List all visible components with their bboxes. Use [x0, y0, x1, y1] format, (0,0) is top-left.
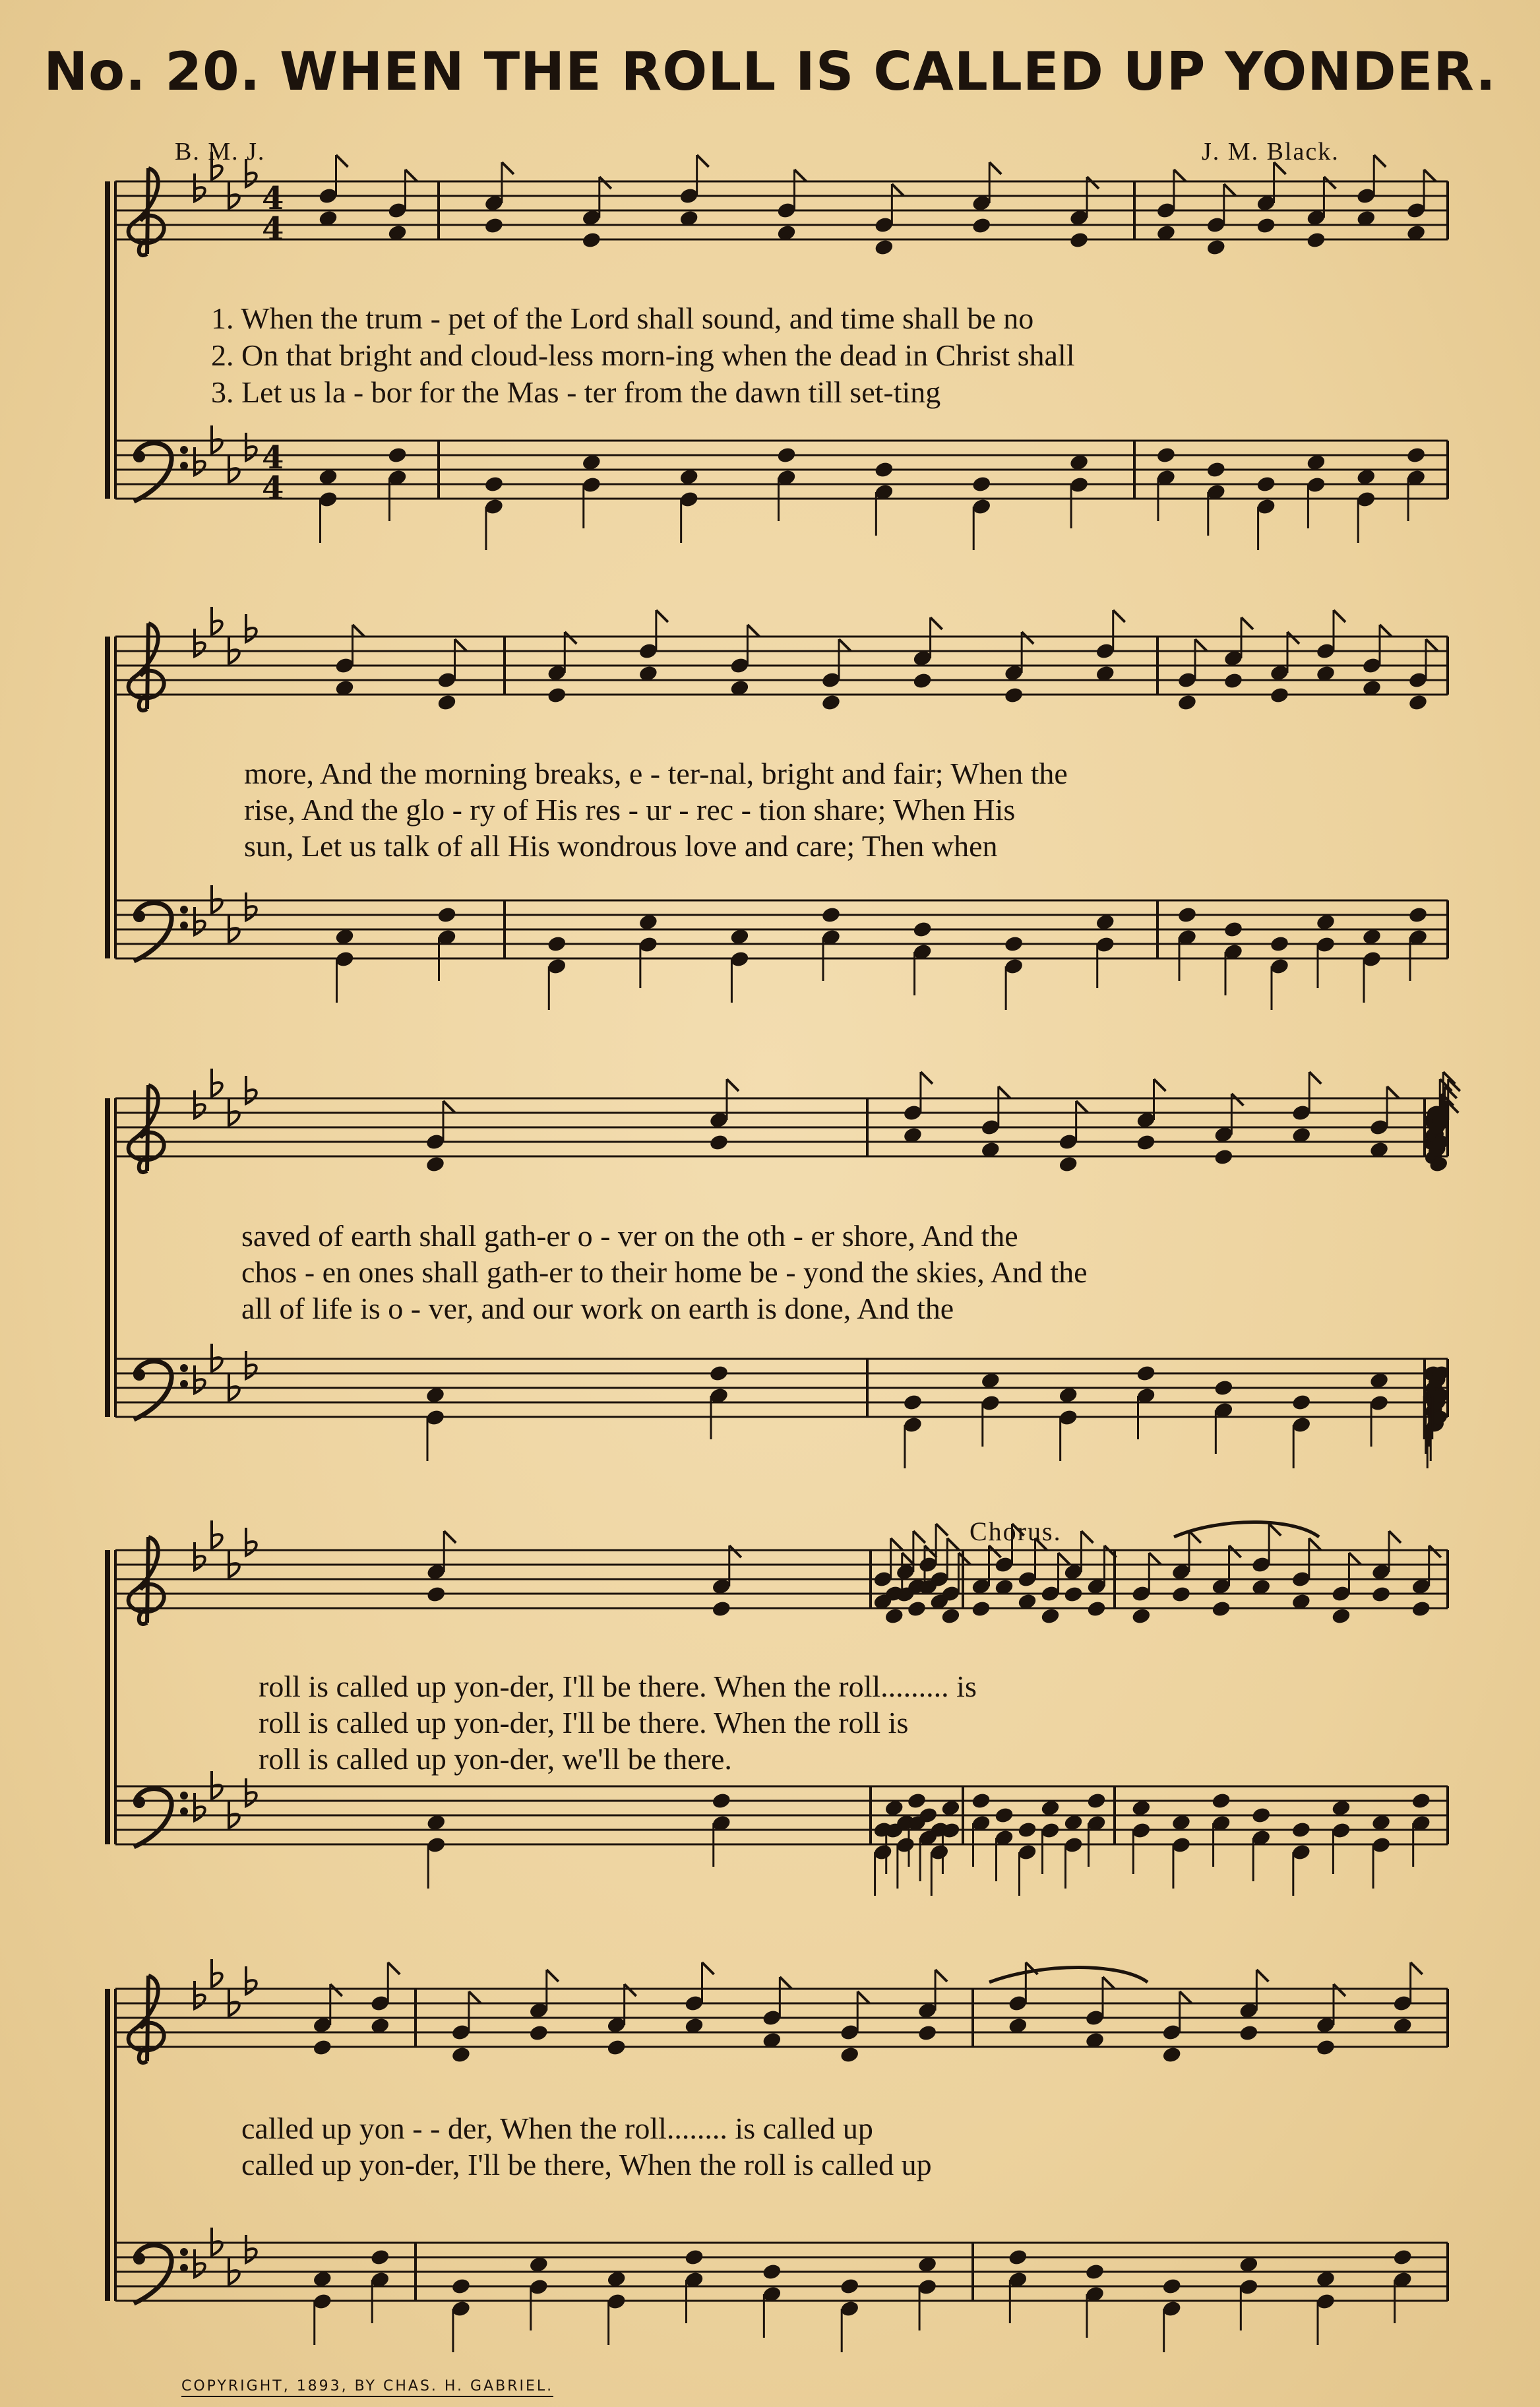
treble-note-flag: [936, 1524, 948, 1536]
treble-note-flag: [1174, 170, 1186, 181]
flat-sign: [246, 2235, 257, 2263]
treble-note-flag: [902, 1553, 914, 1565]
treble-note-flag: [999, 1086, 1010, 1098]
flat-sign: [195, 173, 205, 201]
bass-clef-dot: [180, 462, 188, 470]
bass-note-head: [1392, 2248, 1413, 2266]
chorus-label: Chorus.: [970, 1516, 1062, 1546]
bass-note-head: [1177, 906, 1197, 924]
treble-note-head: [606, 2038, 627, 2057]
treble-note-flag: [1076, 1101, 1088, 1113]
treble-note-flag: [1429, 1546, 1441, 1557]
treble-note-head: [1136, 1133, 1156, 1152]
bass-note-head: [387, 446, 408, 464]
treble-note-head: [1131, 1607, 1152, 1625]
tie-arc: [989, 1968, 1148, 1983]
treble-note-flag: [1426, 639, 1438, 651]
treble-note-flag: [1269, 1524, 1281, 1536]
treble-note-flag: [1349, 1553, 1361, 1565]
lyric-line: roll is called up yon-der, I'll be there. When the roll......... is: [259, 1670, 977, 1703]
bass-note-head: [547, 935, 567, 953]
treble-note-flag: [1082, 1531, 1093, 1543]
treble-note-flag: [1189, 1531, 1201, 1543]
treble-note-head: [940, 1607, 961, 1625]
treble-note-head: [483, 216, 504, 235]
lyric-line: roll is called up yon-der, I'll be there. When the roll is: [259, 1706, 909, 1739]
copyright-notice: COPYRIGHT, 1893, BY CHAS. H. GABRIEL.: [181, 2378, 553, 2397]
flat-sign: [229, 1098, 239, 1125]
flat-sign: [212, 425, 222, 453]
time-signature-top: 4: [262, 439, 284, 476]
flat-sign: [212, 1771, 222, 1799]
treble-note-flag: [1334, 610, 1345, 622]
time-signature-bottom: 4: [262, 470, 284, 507]
lyric-line: 2. On that bright and cloud-less morn-ing when the dead in Christ shall: [211, 338, 1075, 372]
bass-note-head: [483, 475, 504, 493]
treble-note-head: [971, 216, 992, 235]
treble-note-flag: [931, 617, 942, 629]
flat-sign: [212, 1520, 222, 1548]
treble-note-head: [437, 693, 457, 712]
treble-note-flag: [697, 155, 709, 167]
treble-note-flag: [1149, 1553, 1161, 1565]
treble-note-flag: [1035, 1538, 1047, 1550]
treble-note-head: [1371, 1585, 1391, 1604]
flat-sign: [246, 614, 257, 642]
bass-note-head: [1405, 446, 1426, 464]
bass-note-head: [1206, 460, 1226, 479]
treble-note-flag: [747, 625, 759, 637]
flat-sign: [246, 1966, 257, 1994]
bass-note-head: [820, 906, 841, 924]
words-credit: B. M. J.: [175, 138, 266, 166]
treble-note-flag: [729, 1546, 741, 1557]
flat-sign: [229, 1800, 239, 1828]
bass-note-head: [971, 475, 992, 493]
treble-note-flag: [891, 1538, 903, 1550]
treble-note-head: [912, 672, 933, 690]
flat-sign: [229, 1988, 239, 2016]
bass-note-head: [370, 2248, 390, 2266]
bass-clef-dot: [180, 1807, 188, 1815]
treble-note-head: [906, 1600, 927, 1618]
treble-note-flag: [1334, 1984, 1345, 1996]
bass-clef-dot: [180, 906, 188, 914]
treble-note-flag: [1224, 184, 1236, 196]
treble-note-flag: [1059, 1553, 1070, 1565]
flat-sign: [246, 433, 257, 460]
treble-note-flag: [1287, 632, 1299, 644]
treble-note-flag: [353, 625, 365, 637]
flat-sign: [229, 181, 239, 208]
treble-note-flag: [1424, 170, 1436, 181]
bass-note-head: [1407, 906, 1428, 924]
bass-note-head: [1291, 1821, 1311, 1839]
treble-note-head: [1086, 1600, 1107, 1618]
bass-note-head: [437, 906, 457, 924]
lyric-line: called up yon-der, I'll be there, When the roll is called up: [241, 2148, 932, 2181]
treble-note-flag: [989, 162, 1001, 174]
treble-note-flag: [502, 162, 514, 174]
lyric-line: 3. Let us la - bor for the Mas - ter from the dawn till set-ting: [211, 375, 941, 409]
flat-sign: [195, 2249, 205, 2277]
treble-note-head: [312, 2038, 332, 2057]
lyric-line: roll is called up yon-der, we'll be there.: [259, 1742, 732, 1776]
treble-note-flag: [1324, 177, 1336, 189]
treble-note-flag: [935, 1970, 947, 1982]
treble-note-flag: [1195, 639, 1207, 651]
treble-note-head: [1214, 1148, 1234, 1166]
flat-sign: [212, 885, 222, 913]
treble-note-flag: [1389, 1531, 1401, 1543]
treble-note-flag: [921, 1072, 933, 1084]
treble-note-head: [1269, 686, 1289, 704]
bass-note-head: [1086, 1792, 1107, 1810]
flat-sign: [195, 1090, 205, 1118]
flat-sign: [246, 1778, 257, 1806]
treble-note-flag: [600, 177, 611, 189]
treble-note-flag: [857, 1991, 869, 2003]
bass-note-head: [874, 460, 894, 479]
treble-note-flag: [1374, 155, 1386, 167]
treble-note-head: [1004, 686, 1024, 704]
treble-note-head: [547, 686, 567, 704]
treble-note-head: [1171, 1585, 1191, 1604]
flat-sign: [246, 1076, 257, 1104]
treble-note-head: [917, 2024, 937, 2042]
lyric-line: sun, Let us talk of all His wondrous love and care; Then when: [244, 829, 998, 863]
treble-note-flag: [1087, 177, 1099, 189]
treble-note-head: [426, 1585, 447, 1604]
flat-sign: [229, 1373, 239, 1400]
treble-note-flag: [1241, 617, 1253, 629]
lyric-line: more, And the morning breaks, e - ter-nal, bright and fair; When the: [244, 757, 1068, 790]
treble-note-flag: [1012, 1524, 1024, 1536]
bass-note-head: [1084, 2263, 1105, 2281]
treble-note-flag: [958, 1553, 970, 1565]
treble-note-flag: [455, 639, 467, 651]
bass-note-head: [1256, 475, 1276, 493]
bass-note-head: [450, 2277, 471, 2296]
treble-note-flag: [388, 1962, 400, 1974]
flat-sign: [195, 1542, 205, 1570]
treble-note-head: [840, 2046, 860, 2064]
bass-clef-dot: [180, 1792, 188, 1799]
bass-note-head: [1411, 1792, 1431, 1810]
flat-sign: [212, 152, 222, 179]
bass-note-head: [912, 920, 933, 939]
flat-sign: [229, 636, 239, 664]
lyric-line: 1. When the trum - pet of the Lord shall sound, and time shall be no: [211, 301, 1034, 335]
treble-note-head: [1223, 672, 1243, 690]
lyric-line: all of life is o - ver, and our work on earth is done, And the: [241, 1292, 954, 1325]
treble-note-flag: [565, 632, 576, 644]
music-credit: J. M. Black.: [1202, 138, 1340, 166]
treble-note-head: [1211, 1600, 1231, 1618]
treble-note-head: [1206, 238, 1226, 257]
bass-note-head: [776, 446, 797, 464]
bass-note-head: [1223, 920, 1243, 939]
treble-note-flag: [1309, 1538, 1321, 1550]
bass-note-head: [906, 1792, 927, 1810]
bass-clef-dot: [133, 2253, 145, 2265]
treble-note-head: [1331, 1607, 1351, 1625]
hymn-title: No. 20. WHEN THE ROLL IS CALLED UP YONDER.: [44, 41, 1496, 102]
flat-sign: [195, 907, 205, 935]
bass-note-head: [994, 1806, 1014, 1825]
flat-sign: [212, 2228, 222, 2255]
flat-sign: [195, 629, 205, 656]
treble-note-flag: [1154, 1079, 1166, 1091]
bass-note-head: [684, 2248, 704, 2266]
treble-note-flag: [947, 1538, 959, 1550]
treble-note-flag: [925, 1546, 937, 1557]
treble-note-flag: [727, 1079, 739, 1091]
treble-note-flag: [330, 1984, 342, 1996]
flat-sign: [212, 607, 222, 635]
treble-note-flag: [839, 639, 851, 651]
flat-sign: [212, 1344, 222, 1371]
treble-note-flag: [1103, 1977, 1115, 1989]
bass-note-head: [1214, 1379, 1234, 1397]
treble-note-head: [1068, 231, 1089, 249]
flat-sign: [229, 2257, 239, 2284]
bass-note-head: [1136, 1364, 1156, 1383]
treble-note-head: [1407, 693, 1428, 712]
treble-note-flag: [1180, 1991, 1192, 2003]
treble-note-flag: [1231, 1094, 1243, 1106]
treble-note-head: [874, 238, 894, 257]
treble-note-head: [1040, 1607, 1061, 1625]
treble-note-flag: [913, 1531, 925, 1543]
treble-note-head: [820, 693, 841, 712]
bass-note-head: [1161, 2277, 1182, 2296]
lyric-line: called up yon - - der, When the roll........ is called up: [241, 2111, 873, 2145]
bass-clef-dot: [133, 910, 145, 922]
treble-note-flag: [702, 1962, 714, 1974]
flat-sign: [195, 1365, 205, 1393]
bass-clef-dot: [180, 922, 188, 929]
treble-note-flag: [625, 1984, 636, 1996]
flat-sign: [246, 1528, 257, 1555]
bass-clef-dot: [180, 2264, 188, 2272]
treble-note-flag: [656, 610, 668, 622]
bass-clef-dot: [180, 446, 188, 454]
bass-note-head: [1269, 935, 1289, 953]
treble-note-flag: [1022, 632, 1033, 644]
bass-note-head: [840, 2277, 860, 2296]
flat-sign: [246, 1351, 257, 1379]
flat-sign: [229, 454, 239, 482]
treble-note-flag: [892, 184, 904, 196]
treble-note-flag: [1274, 162, 1286, 174]
flat-sign: [229, 1549, 239, 1577]
bass-clef-dot: [133, 451, 145, 462]
treble-note-flag: [1229, 1546, 1241, 1557]
treble-note-flag: [1113, 610, 1125, 622]
treble-note-head: [581, 231, 601, 249]
bass-note-head: [1017, 1821, 1037, 1839]
bass-clef-dot: [180, 2248, 188, 2256]
treble-note-head: [1306, 231, 1326, 249]
flat-sign: [195, 447, 205, 475]
flat-sign: [195, 1793, 205, 1821]
treble-note-flag: [989, 1546, 1001, 1557]
bass-note-head: [708, 1364, 729, 1383]
treble-note-head: [1058, 1155, 1078, 1173]
treble-note-flag: [443, 1101, 455, 1113]
bass-note-head: [711, 1792, 731, 1810]
treble-note-head: [711, 1600, 731, 1618]
treble-note-flag: [336, 155, 348, 167]
bass-note-head: [1004, 935, 1024, 953]
treble-note-flag: [795, 170, 807, 181]
treble-note-head: [884, 1607, 904, 1625]
bass-note-head: [1211, 1792, 1231, 1810]
flat-sign: [212, 1959, 222, 1987]
bass-note-head: [1155, 446, 1176, 464]
bass-clef-dot: [180, 1380, 188, 1388]
flat-sign: [212, 1069, 222, 1096]
treble-note-head: [1411, 1600, 1431, 1618]
flat-sign: [229, 914, 239, 942]
treble-note-flag: [406, 170, 417, 181]
tie-arc: [1174, 1522, 1319, 1538]
lyric-line: saved of earth shall gath-er o - ver on the oth - er shore, And the: [241, 1219, 1018, 1253]
treble-note-flag: [444, 1531, 456, 1543]
treble-note-flag: [1309, 1072, 1321, 1084]
bass-note-head: [1251, 1806, 1272, 1825]
treble-note-head: [1256, 216, 1276, 235]
treble-note-flag: [547, 1970, 559, 1982]
lyric-line: chos - en ones shall gath-er to their home be - yond the skies, And the: [241, 1255, 1088, 1289]
treble-note-head: [1177, 693, 1197, 712]
treble-note-flag: [780, 1977, 791, 1989]
bass-note-head: [762, 2263, 782, 2281]
bass-note-head: [1008, 2248, 1028, 2266]
flat-sign: [195, 1981, 205, 2009]
time-signature-top: 4: [262, 180, 284, 217]
treble-note-head: [528, 2024, 549, 2042]
bass-clef-dot: [180, 1364, 188, 1372]
lyric-line: rise, And the glo - ry of His res - ur - rec - tion share; When His: [244, 793, 1016, 827]
bass-note-head: [902, 1393, 923, 1412]
treble-note-head: [450, 2046, 471, 2064]
treble-note-head: [1239, 2024, 1259, 2042]
treble-note-head: [971, 1600, 991, 1618]
bass-clef-dot: [133, 1369, 145, 1381]
flat-sign: [246, 159, 257, 187]
treble-note-flag: [1411, 1962, 1423, 1974]
treble-note-head: [1161, 2046, 1182, 2064]
treble-note-head: [425, 1155, 445, 1173]
bass-note-head: [971, 1792, 991, 1810]
time-signature-bottom: 4: [262, 210, 284, 247]
bass-clef-dot: [133, 1796, 145, 1808]
bass-note-head: [1291, 1393, 1312, 1412]
treble-note-flag: [1380, 625, 1392, 637]
treble-note-head: [1063, 1585, 1084, 1604]
treble-note-flag: [1256, 1970, 1268, 1982]
treble-note-head: [708, 1133, 729, 1152]
treble-note-flag: [469, 1991, 481, 2003]
treble-note-flag: [1387, 1086, 1399, 1098]
treble-note-head: [1315, 2038, 1336, 2057]
flat-sign: [246, 892, 257, 920]
